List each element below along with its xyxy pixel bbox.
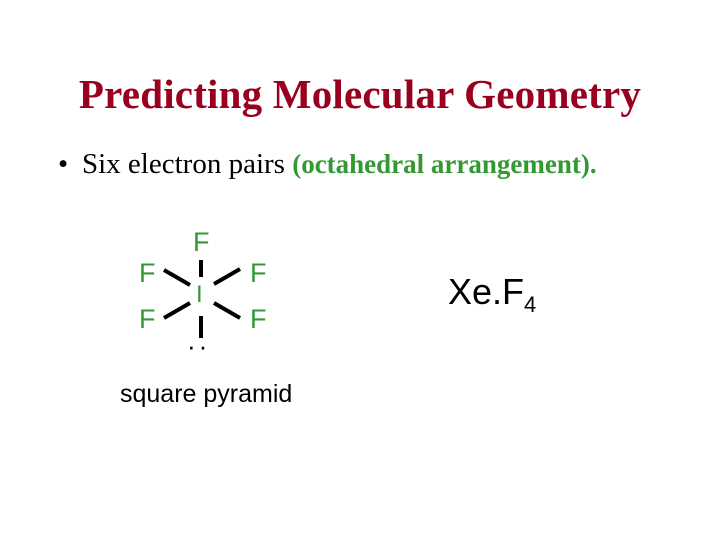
formula-subscript: 4	[524, 292, 537, 317]
molecular-shape-label: square pyramid	[120, 380, 293, 408]
atom-top: F	[193, 227, 210, 257]
atom-upper-left: F	[139, 258, 156, 288]
bullet-highlight: (octahedral arrangement).	[292, 149, 597, 179]
bond-upper-left	[164, 270, 190, 285]
bond-upper-right	[214, 269, 240, 284]
formula-main: Xe.F	[448, 271, 525, 312]
atom-center: I	[196, 281, 203, 308]
bullet-marker: •	[58, 148, 69, 180]
bullet-text: Six electron pairs	[82, 148, 293, 180]
atom-lower-right: F	[250, 304, 267, 334]
atom-upper-right: F	[250, 258, 267, 288]
atom-lower-left: F	[139, 304, 156, 334]
slide-title: Predicting Molecular Geometry	[78, 71, 642, 117]
chemical-formula	[448, 271, 537, 317]
lone-pair: ··	[187, 331, 211, 361]
bond-lower-right	[214, 303, 240, 318]
bond-lower-left	[164, 303, 190, 318]
